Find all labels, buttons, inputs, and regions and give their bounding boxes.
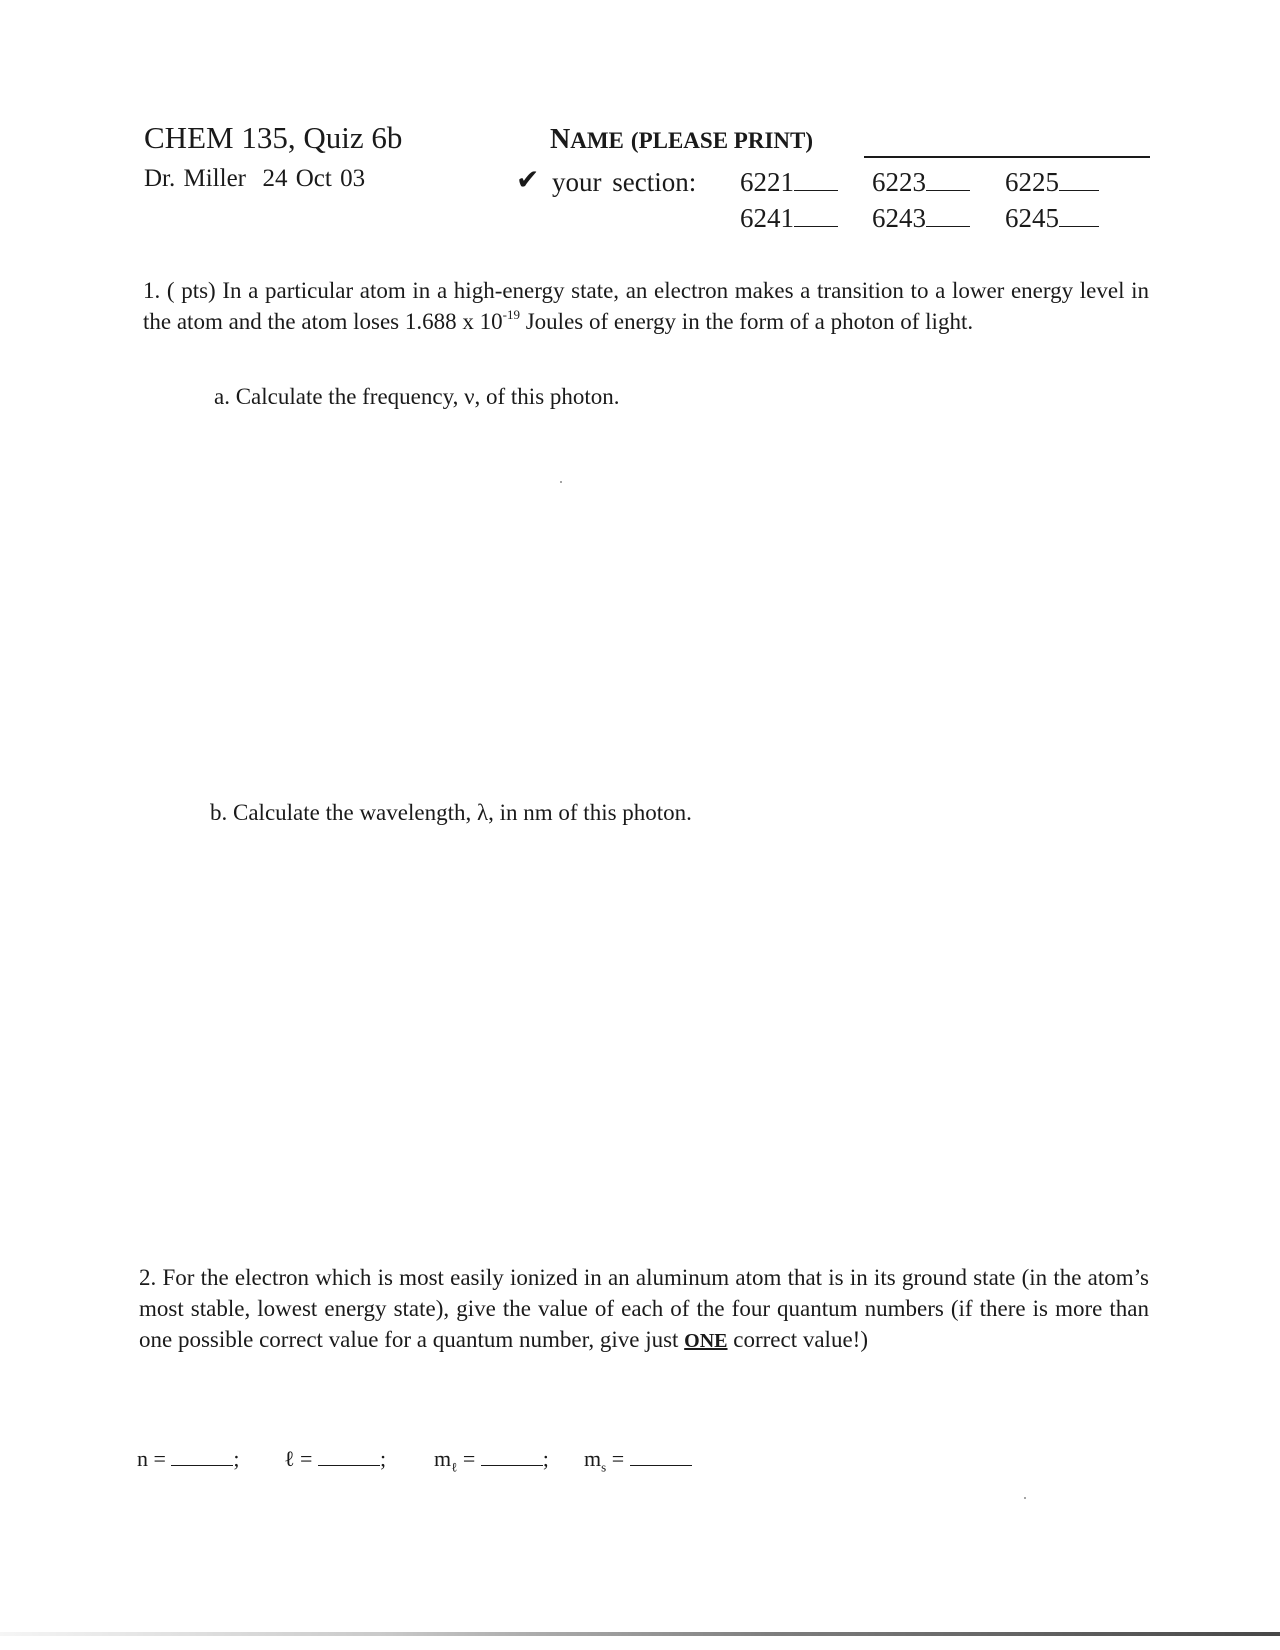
checkmark-icon: ✔ <box>516 163 540 196</box>
scan-speck <box>1024 1497 1026 1499</box>
section-number: 6223 <box>872 167 926 197</box>
section-blank[interactable] <box>1059 225 1099 227</box>
section-option-6221[interactable] <box>740 167 838 198</box>
section-blank[interactable] <box>926 189 970 191</box>
section-number: 6241 <box>740 203 794 233</box>
name-label-rest: AME <box>570 128 624 153</box>
quiz-date: 24 Oct 03 <box>262 165 366 192</box>
q1-text-start: 1. ( pts) In a particular atom in a high-energy state, an electron makes a transition to a lower energy level in the atom and the atom loses 1.688 x 10 <box>143 278 1149 334</box>
q2-text-start: 2. For the electron which is most easily ionized in an aluminum atom that is in its ground state (in the atom’s most stable, lowest energy state), give the value of each of the four quantum numbers (if there is more than one possible correct value for a quantum number, give just <box>139 1265 1149 1352</box>
section-blank[interactable] <box>926 225 970 227</box>
section-number: 6243 <box>872 203 926 233</box>
scan-speck <box>560 481 562 483</box>
separator: ; <box>542 1446 549 1471</box>
quantum-ml-field[interactable]: $m_\ell$ = ; <box>434 1446 549 1475</box>
quantum-n-field[interactable] <box>137 1446 240 1472</box>
q1-text-end: Joules of energy in the form of a photon of light. <box>519 309 974 334</box>
instructor-date <box>144 165 365 193</box>
q2-text-end: correct value!) <box>727 1327 868 1352</box>
section-option-6241[interactable] <box>740 203 838 234</box>
section-option-6245[interactable] <box>1005 203 1099 234</box>
section-number: 6225 <box>1005 167 1059 197</box>
section-option-6225[interactable] <box>1005 167 1099 198</box>
section-blank[interactable] <box>794 225 838 227</box>
question-1b-prompt: b. Calculate the wavelength, λ, in nm of this photon. <box>210 800 692 825</box>
quantum-ms-field[interactable]: $m_s$ = <box>584 1446 692 1475</box>
section-blank[interactable] <box>1059 189 1099 191</box>
question-2-prompt <box>139 1262 1149 1357</box>
section-label: your section: <box>552 167 697 197</box>
question-1-prompt <box>143 275 1149 337</box>
q1-exponent: -19 <box>502 307 520 322</box>
question-1a-prompt: a. Calculate the frequency, ν, of this photon. <box>214 384 620 409</box>
section-number: 6221 <box>740 167 794 197</box>
quantum-l-label: ℓ = <box>284 1446 313 1471</box>
section-option-6223[interactable] <box>872 167 970 198</box>
quantum-ml-blank[interactable] <box>481 1464 543 1466</box>
quantum-ml-subscript: ℓ <box>451 1459 458 1475</box>
quantum-l-field[interactable] <box>284 1446 386 1472</box>
quantum-l-blank[interactable] <box>318 1464 380 1466</box>
quantum-ms-label: m <box>584 1446 602 1471</box>
section-option-6243[interactable] <box>872 203 970 234</box>
name-input-line[interactable] <box>864 156 1150 158</box>
quantum-n-blank[interactable] <box>171 1464 233 1466</box>
separator: ; <box>233 1446 240 1471</box>
q2-emphasis: ONE <box>684 1330 728 1352</box>
name-label <box>550 124 813 156</box>
instructor-name: Dr. Miller <box>144 165 246 192</box>
name-label-paren: (PLEASE PRINT) <box>630 128 814 153</box>
scan-edge-artifact <box>0 1632 1280 1636</box>
quantum-n-label: n = <box>137 1446 166 1471</box>
section-blank[interactable] <box>794 189 838 191</box>
quantum-ms-blank[interactable] <box>630 1464 692 1466</box>
separator: ; <box>379 1446 387 1471</box>
quantum-ml-label: m <box>434 1446 452 1471</box>
section-number: 6245 <box>1005 203 1059 233</box>
quantum-ms-subscript: s <box>601 1459 607 1475</box>
quiz-title: CHEM 135, Quiz 6b <box>144 120 403 155</box>
name-label-initial: N <box>550 124 571 155</box>
